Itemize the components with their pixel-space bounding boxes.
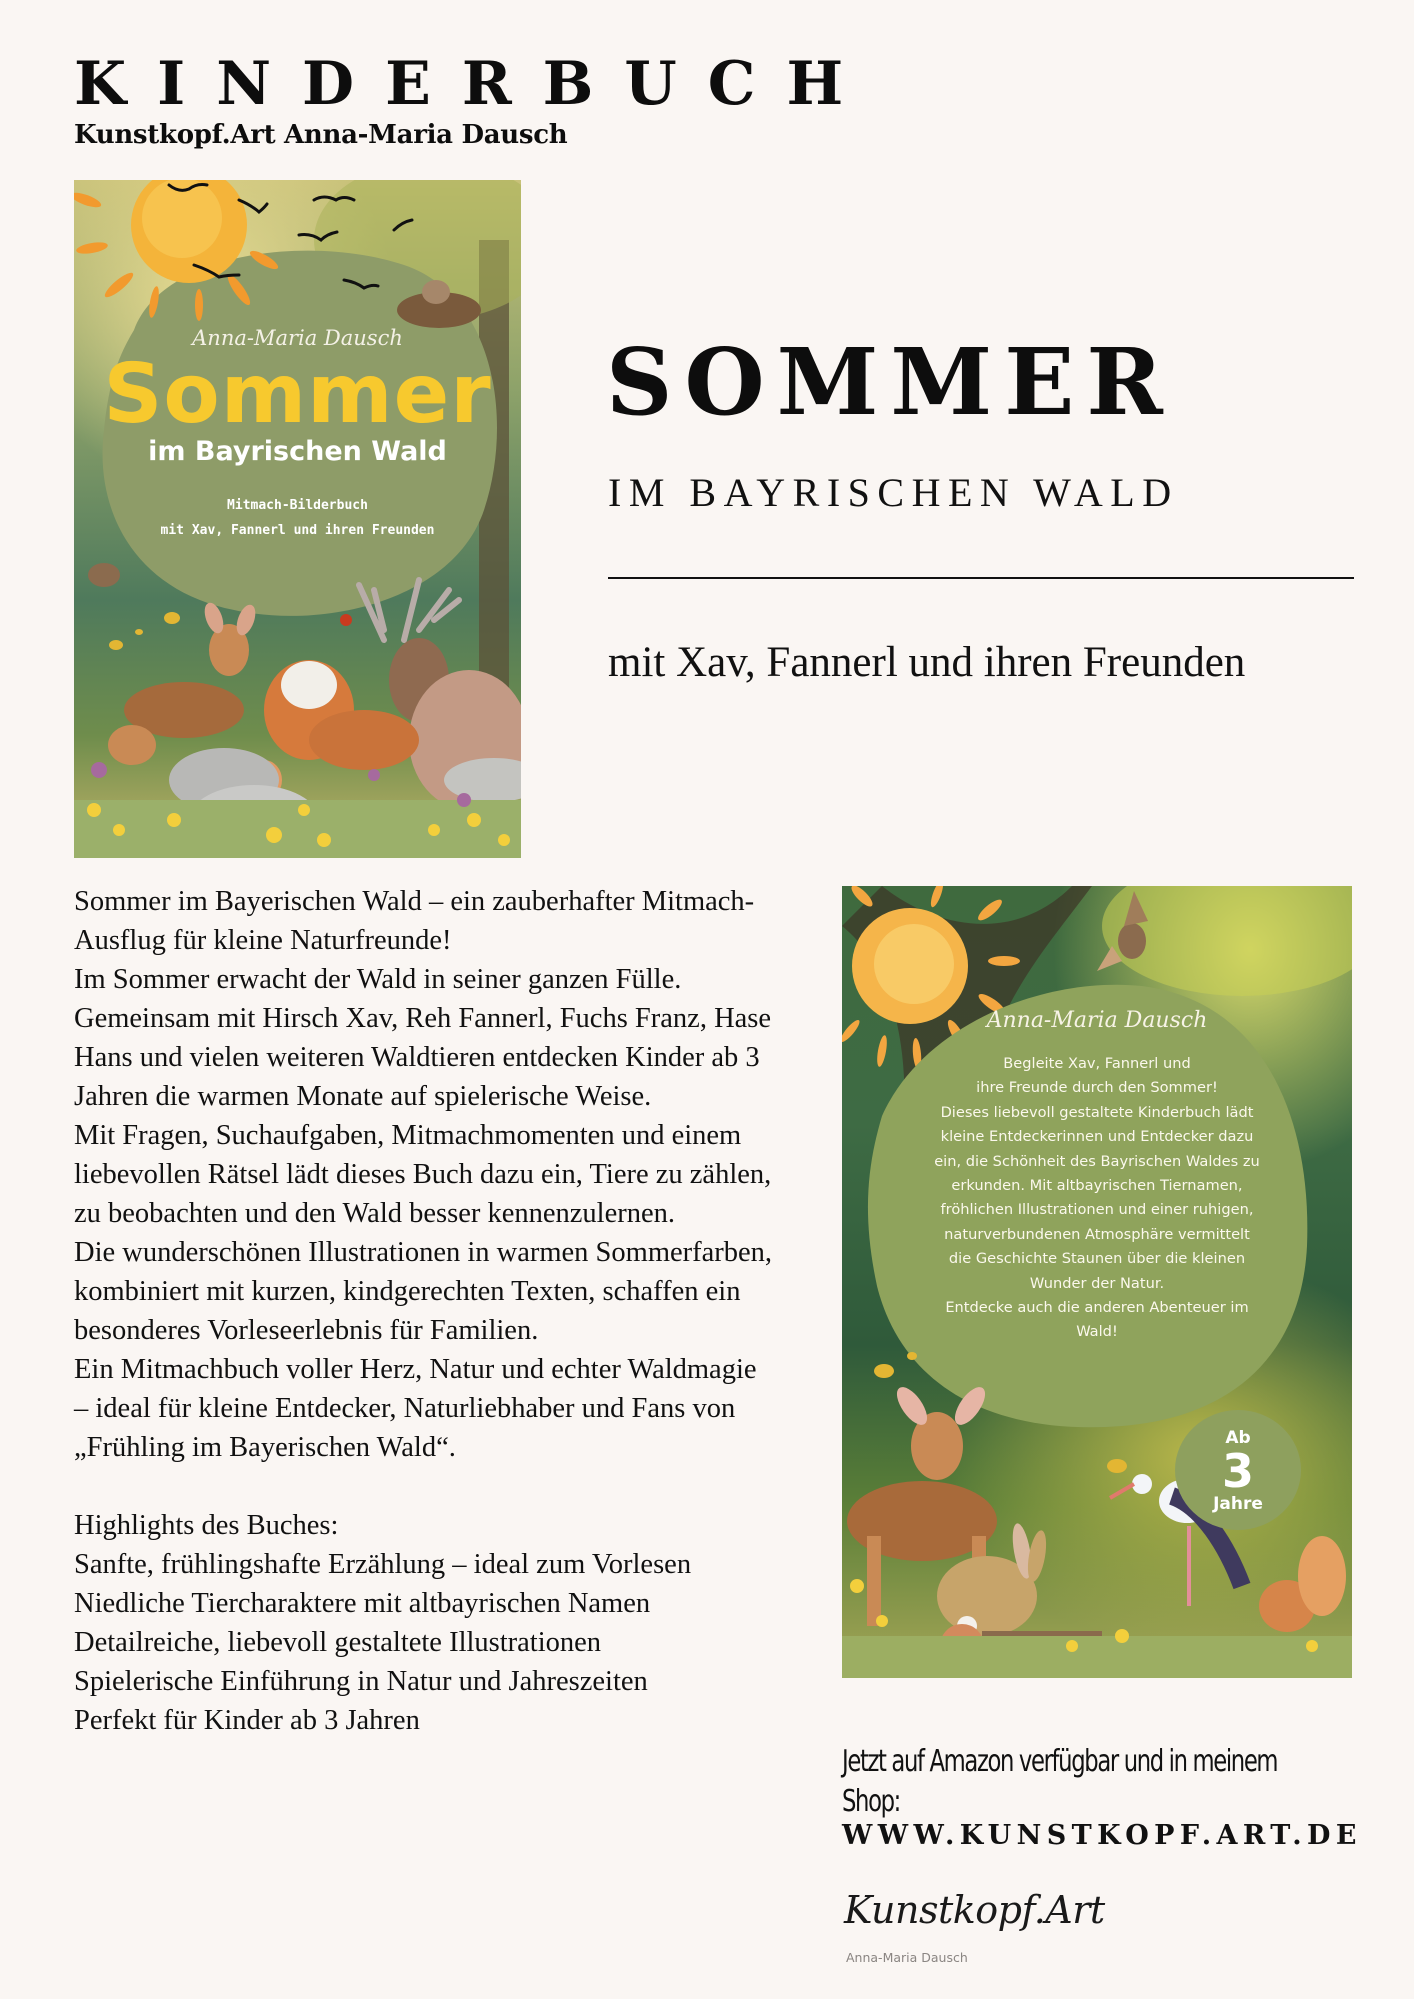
highlight-item: Niedliche Tiercharaktere mit altbayrischen Namen <box>74 1588 651 1619</box>
back-cover-author: Anna-Maria Dausch <box>986 1008 1208 1033</box>
age-badge-bottom: Jahre <box>1213 1494 1263 1514</box>
ladybug-icon <box>340 614 352 626</box>
highlight-item: Sanfte, frühlingshafte Erzählung – ideal zum Vorlesen <box>74 1549 692 1580</box>
call-to-action: Jetzt auf Amazon verfügbar und in meinem Shop: <box>842 1744 1278 1819</box>
kicker-title: KINDERBUCH <box>74 49 875 119</box>
description-paragraph: Mit Fragen, Suchaufgaben, Mitmachmomenten und einem liebevollen Rätsel lädt dieses Buch dazu ein, Tiere zu zählen, zu beobachten und den Wald besser kennenzulernen. <box>74 1120 772 1229</box>
description-paragraph: Im Sommer erwacht der Wald in seiner ganzen Fülle. Gemeinsam mit Hirsch Xav, Reh Fannerl, Fuchs Franz, Hase Hans und vielen weiteren Waldtieren entdecken Kinder ab 3 Jahren die warmen Monate auf spielerische Weise. <box>74 964 772 1112</box>
blurb-line: naturverbundenen Atmosphäre vermittelt <box>944 1225 1250 1243</box>
front-cover-image <box>74 180 521 858</box>
age-badge <box>1175 1410 1301 1530</box>
blurb-line: ein, die Schönheit des Bayrischen Waldes zu <box>934 1152 1260 1170</box>
headline-subtitle: IM BAYRISCHEN WALD <box>608 470 1179 515</box>
website-link[interactable]: WWW.KUNSTKOPF.ART.DE <box>842 1820 1362 1851</box>
front-cover-subtitle: im Bayrischen Wald <box>148 436 447 467</box>
highlights-title: Highlights des Buches: <box>74 1510 339 1541</box>
sparrow-icon <box>88 563 120 587</box>
blurb-line: fröhlichen Illustrationen und einer ruhigen, <box>940 1201 1254 1219</box>
spacer <box>74 1467 774 1506</box>
headline-tagline: mit Xav, Fannerl und ihren Freunden <box>608 639 1246 686</box>
blurb-line: Wunder der Natur. <box>1029 1274 1165 1292</box>
description-text <box>74 882 774 1740</box>
age-badge-number: 3 <box>1221 1444 1254 1498</box>
front-cover-kind: Mitmach-Bilderbuch <box>227 498 368 513</box>
highlight-item: Spielerische Einführung in Natur und Jahreszeiten <box>74 1666 648 1697</box>
byline: Kunstkopf.Art Anna-Maria Dausch <box>74 120 568 150</box>
blurb-line: ihre Freunde durch den Sommer! <box>976 1079 1218 1097</box>
blurb-line: Entdecke auch die anderen Abenteuer im <box>945 1299 1249 1317</box>
blurb-line: erkunden. Mit altbayrischen Tiernamen, <box>951 1177 1243 1195</box>
headline-title: SOMMER <box>606 328 1175 436</box>
front-cover-illustration <box>74 180 521 858</box>
description-paragraph: Die wunderschönen Illustrationen in warmen Sommerfarben, kombiniert mit kurzen, kindgerechten Texten, schaffen ein besonderes Vorleseerlebnis für Familien. <box>74 1237 773 1346</box>
back-cover-blurb <box>912 1052 1282 1345</box>
blurb-line: kleine Entdeckerinnen und Entdecker dazu <box>940 1128 1254 1146</box>
brand-logo-subtitle: Anna-Maria Dausch <box>846 1950 968 1965</box>
blurb-line: Wald! <box>1076 1323 1118 1341</box>
bees-icon <box>109 612 180 650</box>
age-badge-top: Ab <box>1225 1428 1251 1448</box>
front-cover-author: Anna-Maria Dausch <box>192 326 403 350</box>
description-paragraph: Sommer im Bayerischen Wald – ein zauberhafter Mitmach-Ausflug für kleine Naturfreunde! <box>74 886 755 956</box>
brand-logo: Kunstkopf.Art <box>844 1888 1105 1932</box>
highlight-item: Detailreiche, liebevoll gestaltete Illustrationen <box>74 1627 602 1658</box>
blurb-line: Begleite Xav, Fannerl und <box>1003 1055 1191 1072</box>
divider-line <box>608 577 1354 579</box>
fawn-icon <box>108 600 259 765</box>
highlight-item: Perfekt für Kinder ab 3 Jahren <box>74 1705 420 1736</box>
blurb-line: die Geschichte Staunen über die kleinen <box>948 1250 1246 1268</box>
front-cover-with-line: mit Xav, Fannerl und ihren Freunden <box>160 523 435 538</box>
back-cover-image <box>842 886 1352 1678</box>
front-cover-title: Sommer <box>103 347 492 442</box>
description-paragraph: Ein Mitmachbuch voller Herz, Natur und echter Waldmagie – ideal für kleine Entdecker, Naturliebhaber und Fans von „Frühling im Bayerischen Wald“. <box>74 1354 757 1463</box>
squirrel-icon <box>1259 1536 1346 1632</box>
blurb-line: Dieses liebevoll gestaltete Kinderbuch lädt <box>940 1103 1254 1121</box>
